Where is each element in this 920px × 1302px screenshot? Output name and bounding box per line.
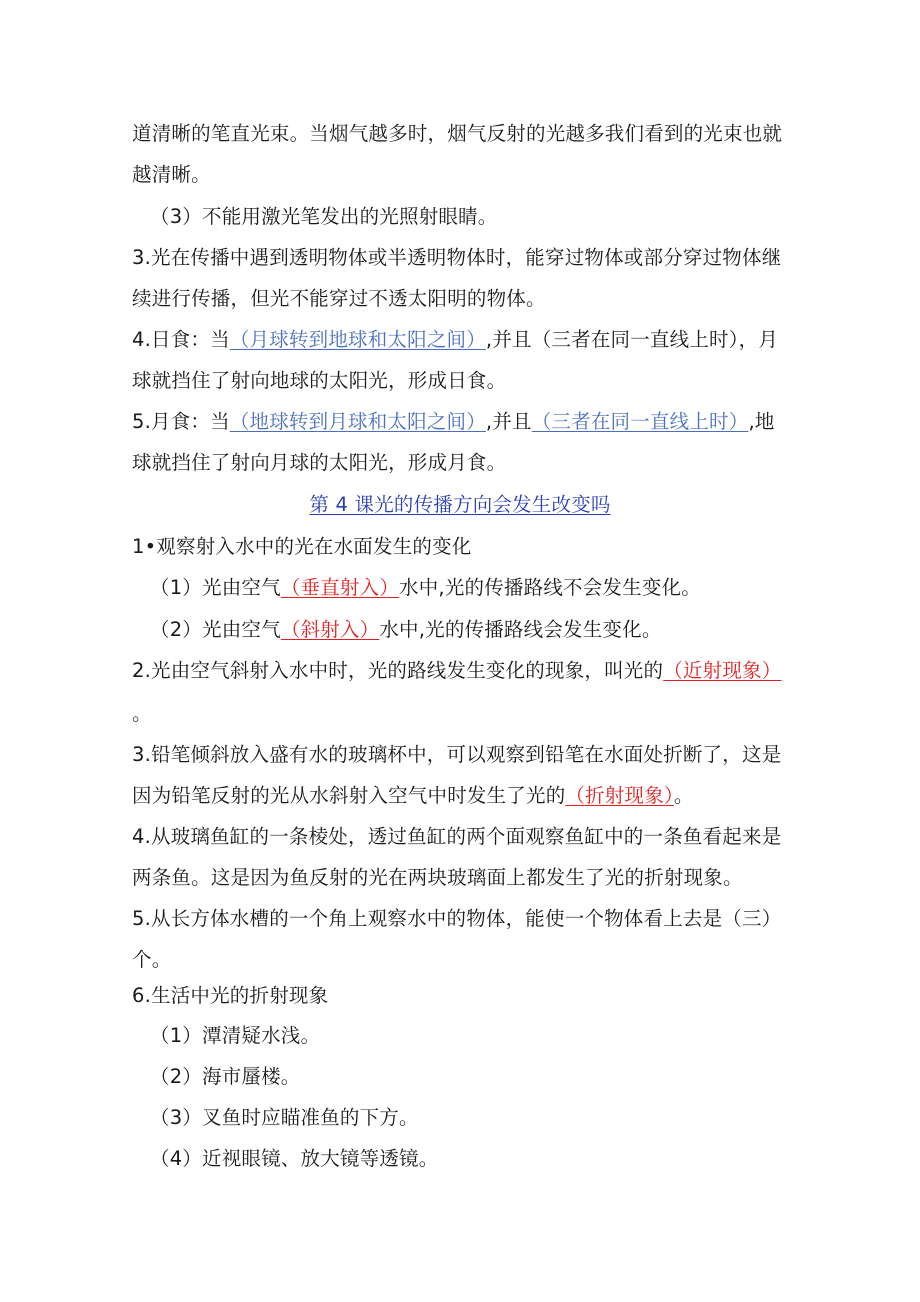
line-text: ,并且 bbox=[485, 410, 532, 433]
text-line: 道清晰的笔直光束。当烟气越多时，烟气反射的光越多我们看到的光束也就 bbox=[132, 122, 783, 145]
text-line: 两条鱼。这是因为鱼反射的光在两块玻璃面上都发生了光的折射现象。 bbox=[132, 866, 743, 889]
text-line: 球就挡住了射向地球的太阳光，形成日食。 bbox=[132, 369, 507, 392]
line-text: 5.月食：当 bbox=[132, 410, 230, 433]
fill-in-line bbox=[150, 574, 701, 602]
fill-in-line bbox=[150, 616, 662, 644]
lunar-eclipse-line bbox=[132, 408, 775, 436]
text-line: 球就挡住了射向月球的太阳光，形成月食。 bbox=[132, 451, 507, 474]
line-text: 水中,光的传播路线不会发生变化。 bbox=[399, 576, 701, 599]
answer-blank: （月球转到地球和太阳之间） bbox=[229, 328, 486, 351]
line-text: ,并且（三者在同一直线上时），月 bbox=[485, 328, 779, 351]
line-text: 水中,光的传播路线会发生变化。 bbox=[379, 618, 662, 641]
line-text: （1）光由空气 bbox=[150, 576, 281, 599]
text-line: （4）近视眼镜、放大镜等透镜。 bbox=[150, 1147, 439, 1170]
text-line: 3.铅笔倾斜放入盛有水的玻璃杯中，可以观察到铅笔在水面处折断了，这是 bbox=[132, 743, 782, 766]
text-line: （2）海市蜃楼。 bbox=[150, 1065, 301, 1088]
line-text: ,地 bbox=[748, 410, 775, 433]
answer-blank: （地球转到月球和太阳之间） bbox=[229, 410, 486, 433]
lesson-title-row bbox=[0, 491, 920, 519]
answer-blank: （斜射入） bbox=[280, 618, 380, 641]
text-line: 。 bbox=[132, 702, 152, 725]
answer-blank: （垂直射入） bbox=[280, 576, 400, 599]
text-line: 3.光在传播中遇到透明物体或半透明物体时，能穿过物体或部分穿过物体继 bbox=[132, 246, 782, 269]
text-line: 越清晰。 bbox=[132, 163, 211, 186]
text-line: （1）潭清疑水浅。 bbox=[150, 1024, 321, 1047]
answer-blank: （近射现象） bbox=[663, 659, 782, 682]
text-line: 个。 bbox=[132, 948, 172, 971]
text-line: 4.从玻璃鱼缸的一条棱处，透过鱼缸的两个面观察鱼缸中的一条鱼看起来是 bbox=[132, 825, 782, 848]
fill-in-line bbox=[132, 782, 694, 810]
text-line: （3）叉鱼时应瞄准鱼的下方。 bbox=[150, 1106, 419, 1129]
answer-blank: （折射现象） bbox=[565, 784, 674, 807]
text-line: 1•观察射入水中的光在水面发生的变化 bbox=[132, 535, 472, 558]
line-text: 因为铅笔反射的光从水斜射入空气中时发生了光的 bbox=[132, 784, 566, 807]
answer-blank: （三者在同一直线上时） bbox=[531, 410, 749, 433]
line-text: （2）光由空气 bbox=[150, 618, 281, 641]
fill-in-line bbox=[132, 657, 781, 685]
text-line: 6.生活中光的折射现象 bbox=[132, 984, 329, 1007]
line-text: 。 bbox=[673, 784, 694, 807]
text-line: 续进行传播，但光不能穿过不透太阳明的物体。 bbox=[132, 287, 546, 310]
line-text: 4.日食：当 bbox=[132, 328, 230, 351]
text-line: （3）不能用激光笔发出的光照射眼睛。 bbox=[150, 205, 498, 228]
solar-eclipse-line bbox=[132, 326, 778, 354]
lesson-title: 第 4 课光的传播方向会发生改变吗 bbox=[309, 493, 611, 516]
line-text: 2.光由空气斜射入水中时，光的路线发生变化的现象，叫光的 bbox=[132, 659, 664, 682]
text-line: 5.从长方体水槽的一个角上观察水中的物体，能使一个物体看上去是（三） bbox=[132, 907, 782, 930]
